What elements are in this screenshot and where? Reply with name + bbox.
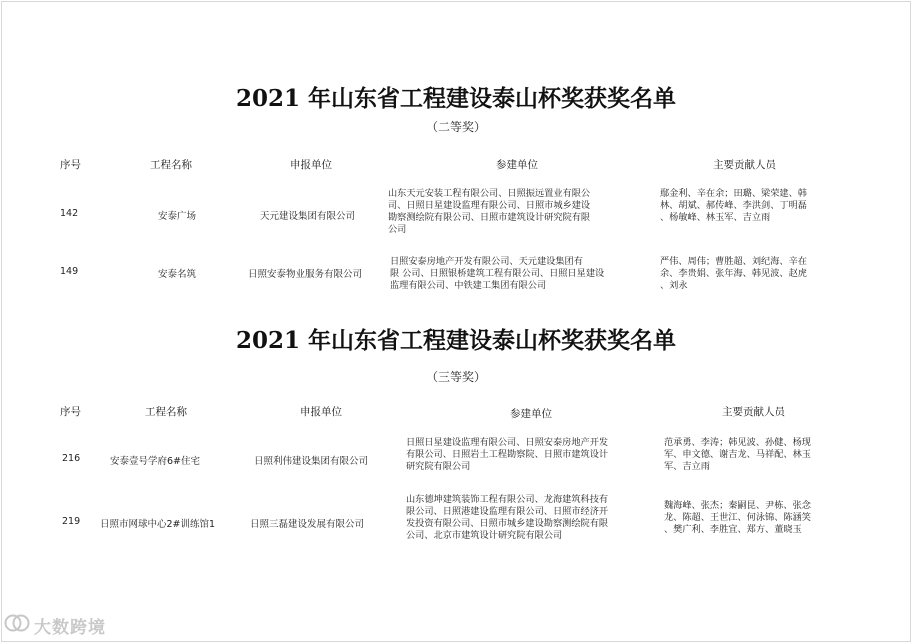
header-contributors: 主要贡献人员: [722, 406, 785, 418]
header-applicant: 申报单位: [300, 406, 342, 418]
row-participants: 山东天元安装工程有限公司、日照振远置业有限公 司、日照日星建设监理有限公司、日照市城乡建设 勘察测绘院有限公司、日照市建筑设计研究院有限 公司: [388, 188, 591, 235]
row-contributors: 范承勇、李涛；韩见波、孙健、杨现 军、申文德、谢吉龙、马祥配、林玉 军、吉立雨: [664, 437, 811, 472]
row-contributors: 鄢金利、辛在余；田璐、梁荣建、韩 林、胡斌、郝传峰、李洪剑、丁明磊 、杨敏峰、林玉军、吉立雨: [660, 188, 807, 223]
row-participants: 日照安泰房地产开发有限公司、天元建设集团有 限 公司、日照银桥建筑工程有限公司、日照日星建设 监理有限公司、中铁建工集团有限公司: [390, 256, 605, 291]
row-applicant: 日照三磊建设发展有限公司: [250, 519, 365, 530]
header-no: 序号: [60, 159, 81, 171]
row-participants: 山东德坤建筑装饰工程有限公司、龙海建筑科技有 限公司、日照港建设监理有限公司、日照市经济开 发投资有限公司、日照市城乡建设勘察测绘院有限 公司、北京市建筑设计研究院有限公司: [406, 494, 609, 541]
watermark-text: 大数跨境: [34, 617, 106, 638]
row-project: 安泰壹号学府6#住宅: [110, 456, 201, 467]
row-no: 149: [60, 266, 79, 277]
header-project: 工程名称: [145, 406, 187, 418]
row-applicant: 日照利伟建设集团有限公司: [254, 456, 369, 467]
section-title: 2021 年山东省工程建设泰山杯奖获奖名单: [235, 327, 677, 354]
row-applicant: 日照安泰物业服务有限公司: [248, 269, 363, 280]
header-no: 序号: [60, 406, 81, 418]
section-subtitle: （三等奖）: [425, 370, 486, 384]
row-contributors: 魏海峰、张杰；秦嗣昆、尹栋、张念 龙、陈超、王世江、何泳锦、陈涵笑 、樊广利、李胜宜、郑方、董晓玉: [664, 500, 811, 535]
header-applicant: 申报单位: [290, 159, 332, 171]
section-subtitle: （二等奖）: [425, 120, 486, 134]
row-applicant: 天元建设集团有限公司: [260, 211, 356, 222]
row-no: 216: [62, 453, 81, 464]
header-project: 工程名称: [150, 159, 192, 171]
row-contributors: 严伟、周伟；曹胜超、刘纪海、辛在 余、李贵娟、张年海、韩见波、赵虎 、刘永: [660, 256, 807, 291]
row-project: 安泰名筑: [158, 269, 197, 280]
row-no: 219: [62, 516, 81, 527]
watermark: [4, 611, 106, 639]
header-contributors: 主要贡献人员: [713, 159, 776, 171]
row-no: 142: [60, 208, 79, 219]
row-project: 安泰广场: [158, 211, 197, 222]
row-participants: 日照日星建设监理有限公司、日照安泰房地产开发 有限公司、日照岩土工程勘察院、日照市建筑设计 研究院有限公司: [406, 437, 609, 472]
header-participants: 参建单位: [510, 408, 552, 420]
header-participants: 参建单位: [496, 159, 538, 171]
watermark-logo-icon: [4, 612, 30, 638]
section-title: 2021 年山东省工程建设泰山杯奖获奖名单: [235, 85, 677, 112]
row-project: 日照市网球中心2#训练馆1: [100, 519, 216, 530]
